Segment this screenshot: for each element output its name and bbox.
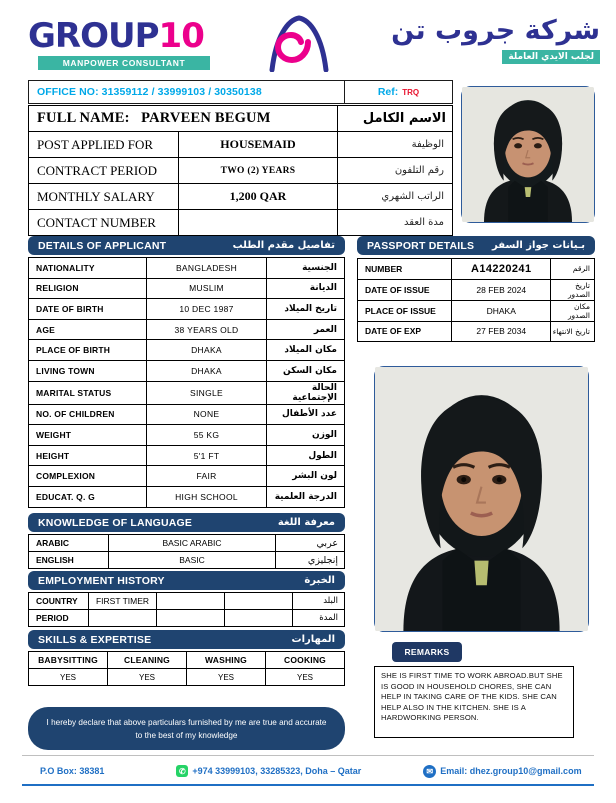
footer-phone-text: +974 33999103, 33285323, Doha – Qatar <box>192 766 362 776</box>
country-value-3 <box>225 593 293 610</box>
table-row <box>29 158 453 184</box>
details-of-applicant-table <box>28 257 345 508</box>
employment-history-title-en: EMPLOYMENT HISTORY <box>38 574 165 587</box>
passport-details-banner <box>357 236 595 255</box>
office-number-text: OFFICE NO: 31359112 / 33999103 / 30350138 <box>37 86 262 98</box>
date-of-birth-arabic: تاريخ الميلاد <box>267 299 345 320</box>
logo-wordmark <box>28 18 248 54</box>
skills-expertise-title-ar: المهارات <box>291 634 335 645</box>
full-name-value: PARVEEN BEGUM <box>141 110 271 126</box>
period-value-1 <box>89 610 157 627</box>
living-town-label: LIVING TOWN <box>29 360 147 381</box>
date-of-birth-label: DATE OF BIRTH <box>29 299 147 320</box>
monthly-salary-value: 1,200 QAR <box>178 184 338 210</box>
place-of-issue-label: PLACE OF ISSUE <box>358 300 452 321</box>
english-language-arabic: إنجليزي <box>276 552 345 569</box>
full-name-row <box>29 106 453 132</box>
applicant-summary-body <box>29 106 453 236</box>
age-value: 38 YEARS OLD <box>147 319 267 340</box>
skill-value-washing: YES <box>187 669 266 686</box>
period-value-2 <box>157 610 225 627</box>
details-of-applicant-title-en: DETAILS OF APPLICANT <box>38 239 167 252</box>
country-value-1: FIRST TIMER <box>89 593 157 610</box>
living-town-value: DHAKA <box>147 360 267 381</box>
ref-label: Ref: <box>377 86 399 98</box>
employment-history-table <box>28 592 345 627</box>
english-language-value: BASIC <box>109 552 276 569</box>
place-of-birth-label: PLACE OF BIRTH <box>29 340 147 361</box>
table-row <box>29 425 345 446</box>
table-row <box>29 669 345 686</box>
arch-swirl-logo-icon <box>266 14 332 72</box>
footer-email-text[interactable]: Email: dhez.group10@gmail.com <box>440 766 582 776</box>
place-of-issue-value: DHAKA <box>452 300 551 321</box>
table-row <box>358 279 595 300</box>
place-of-birth-arabic: مكان الميلاد <box>267 340 345 361</box>
arabic-language-value: BASIC ARABIC <box>109 535 276 552</box>
details-of-applicant-title-ar: تفاصيل مقدم الطلب <box>232 240 335 251</box>
contract-period-value: TWO (2) YEARS <box>178 158 338 184</box>
declaration-banner: I hereby declare that above particulars furnished by me are true and accurate to the best of my knowledge <box>28 707 345 750</box>
remarks-tag: REMARKS <box>392 642 462 662</box>
contract-period-label: CONTRACT PERIOD <box>29 158 179 184</box>
footer-phone-group <box>176 765 361 777</box>
age-arabic: العمر <box>267 319 345 340</box>
contact-number-label: CONTACT NUMBER <box>29 210 179 236</box>
remarks-text: SHE IS FIRST TIME TO WORK ABROAD.BUT SHE IS GOOD IN HOUSEHOLD CHORES, SHE CAN HELP IN TAKING CARE OF THE KIDS. SHE CAN HELP ALSO IN THE KITCHEN. SHE IS A HARDWORKING PERSON. <box>374 666 574 738</box>
arabic-company-tagline: لجلب الايدي العاملة <box>502 50 600 64</box>
table-row <box>29 319 345 340</box>
date-of-exp-label: DATE OF EXP <box>358 321 452 342</box>
contact-number-arabic: مدة العقد <box>338 210 453 236</box>
religion-value: MUSLIM <box>147 278 267 299</box>
date-of-birth-value: 10 DEC 1987 <box>147 299 267 320</box>
religion-arabic: الديانة <box>267 278 345 299</box>
height-arabic: الطول <box>267 445 345 466</box>
skill-value-cooking: YES <box>266 669 345 686</box>
date-of-issue-value: 28 FEB 2024 <box>452 279 551 300</box>
post-applied-arabic: الوظيفة <box>338 132 453 158</box>
period-label: PERIOD <box>29 610 89 627</box>
logo-tagline: MANPOWER CONSULTANT <box>38 56 210 70</box>
employment-history-body <box>29 593 345 627</box>
age-label: AGE <box>29 319 147 340</box>
table-row <box>29 610 345 627</box>
table-row <box>358 321 595 342</box>
knowledge-of-language-title-ar: معرفة اللغة <box>277 517 335 528</box>
table-row <box>29 184 453 210</box>
table-row <box>29 132 453 158</box>
table-row-headers <box>29 652 345 669</box>
weight-arabic: الوزن <box>267 425 345 446</box>
nationality-arabic: الجنسية <box>267 258 345 279</box>
passport-details-body <box>358 259 595 342</box>
nationality-label: NATIONALITY <box>29 258 147 279</box>
logo-ten-text: 10 <box>158 16 204 56</box>
passport-number-label: NUMBER <box>358 259 452 280</box>
applicant-photo-large-frame <box>374 366 589 632</box>
passport-number-value: A14220241 <box>452 259 551 280</box>
table-row <box>29 593 345 610</box>
country-arabic: البلد <box>293 593 345 610</box>
table-row <box>29 299 345 320</box>
reference-box <box>345 80 453 104</box>
knowledge-of-language-body <box>29 535 345 569</box>
applicant-summary-table <box>28 105 453 236</box>
table-row <box>29 466 345 487</box>
height-value: 5'1 FT <box>147 445 267 466</box>
table-row <box>358 259 595 280</box>
skill-value-babysitting: YES <box>29 669 108 686</box>
post-applied-label: POST APPLIED FOR <box>29 132 179 158</box>
education-arabic: الدرجة العلمية <box>267 486 345 507</box>
footer-bottom-rule <box>22 784 594 786</box>
contact-number-value <box>178 210 338 236</box>
employment-history-title-ar: الخبرة <box>304 575 335 586</box>
footer-divider <box>22 755 594 756</box>
education-value: HIGH SCHOOL <box>147 486 267 507</box>
email-icon: ✉ <box>423 765 436 778</box>
passport-details-table <box>357 258 595 342</box>
knowledge-of-language-banner <box>28 513 345 532</box>
details-of-applicant-banner <box>28 236 345 255</box>
applicant-photo-large <box>375 367 588 631</box>
skills-expertise-body <box>29 652 345 686</box>
table-row <box>29 535 345 552</box>
footer-email-group[interactable] <box>423 765 581 778</box>
complexion-arabic: لون البشر <box>267 466 345 487</box>
ref-value: TRQ <box>402 87 420 97</box>
table-row <box>29 486 345 507</box>
date-of-issue-label: DATE OF ISSUE <box>358 279 452 300</box>
monthly-salary-arabic: الراتب الشهري <box>338 184 453 210</box>
passport-details-title-ar: بـيانات جواز السفر <box>492 240 585 251</box>
applicant-photo-small-frame <box>461 86 595 223</box>
marital-status-arabic: الحالة الإجتماعية <box>267 381 345 404</box>
date-of-exp-arabic: تاريخ الانتهاء <box>551 321 595 342</box>
document-footer <box>22 760 594 782</box>
table-row <box>29 278 345 299</box>
religion-label: RELIGION <box>29 278 147 299</box>
english-language-label: ENGLISH <box>29 552 109 569</box>
complexion-value: FAIR <box>147 466 267 487</box>
applicant-photo-small <box>462 87 594 222</box>
nationality-value: BANGLADESH <box>147 258 267 279</box>
contract-period-arabic: رقم التلفون <box>338 158 453 184</box>
table-row <box>29 404 345 425</box>
table-row <box>29 210 453 236</box>
details-of-applicant-body <box>29 258 345 508</box>
table-row <box>29 258 345 279</box>
full-name-label: FULL NAME: <box>37 110 130 126</box>
no-of-children-label: NO. OF CHILDREN <box>29 404 147 425</box>
no-of-children-value: NONE <box>147 404 267 425</box>
skills-expertise-table <box>28 651 345 686</box>
knowledge-of-language-table <box>28 534 345 569</box>
passport-details-title-en: PASSPORT DETAILS <box>367 239 475 252</box>
date-of-issue-arabic: تاريخ الصدور <box>551 279 595 300</box>
skill-header-babysitting: BABYSITTING <box>29 652 108 669</box>
monthly-salary-label: MONTHLY SALARY <box>29 184 179 210</box>
skills-expertise-banner <box>28 630 345 649</box>
skill-header-washing: WASHING <box>187 652 266 669</box>
height-label: HEIGHT <box>29 445 147 466</box>
table-row <box>29 340 345 361</box>
skill-header-cleaning: CLEANING <box>108 652 187 669</box>
arabic-language-arabic: عربي <box>276 535 345 552</box>
place-of-issue-arabic: مكان الصدور <box>551 300 595 321</box>
arabic-company-logo <box>370 16 600 64</box>
weight-label: WEIGHT <box>29 425 147 446</box>
arabic-language-label: ARABIC <box>29 535 109 552</box>
marital-status-value: SINGLE <box>147 381 267 404</box>
country-label: COUNTRY <box>29 593 89 610</box>
whatsapp-icon: ✆ <box>176 765 188 777</box>
table-row <box>29 552 345 569</box>
full-name-cell <box>29 106 338 132</box>
place-of-birth-value: DHAKA <box>147 340 267 361</box>
document-header <box>0 0 616 78</box>
knowledge-of-language-title-en: KNOWLEDGE OF LANGUAGE <box>38 516 193 529</box>
full-name-arabic: الاسم الكامل <box>338 106 453 132</box>
no-of-children-arabic: عدد الأطفال <box>267 404 345 425</box>
table-row <box>358 300 595 321</box>
office-number-bar <box>28 80 345 104</box>
skill-value-cleaning: YES <box>108 669 187 686</box>
period-value-3 <box>225 610 293 627</box>
table-row <box>29 445 345 466</box>
table-row <box>29 381 345 404</box>
weight-value: 55 KG <box>147 425 267 446</box>
footer-pobox: P.O Box: 38381 <box>40 766 105 776</box>
skill-header-cooking: COOKING <box>266 652 345 669</box>
country-value-2 <box>157 593 225 610</box>
arabic-company-name: شركة جروب تن <box>391 15 600 46</box>
table-row <box>29 360 345 381</box>
marital-status-label: MARITAL STATUS <box>29 381 147 404</box>
period-arabic: المدة <box>293 610 345 627</box>
complexion-label: COMPLEXION <box>29 466 147 487</box>
logo-group-text: GROUP <box>28 16 159 56</box>
post-applied-value: HOUSEMAID <box>178 132 338 158</box>
living-town-arabic: مكان السكن <box>267 360 345 381</box>
company-logo <box>28 18 248 70</box>
education-label: EDUCAT. Q. G <box>29 486 147 507</box>
skills-expertise-title-en: SKILLS & EXPERTISE <box>38 633 152 646</box>
passport-number-arabic: الرقم <box>551 259 595 280</box>
date-of-exp-value: 27 FEB 2034 <box>452 321 551 342</box>
employment-history-banner <box>28 571 345 590</box>
